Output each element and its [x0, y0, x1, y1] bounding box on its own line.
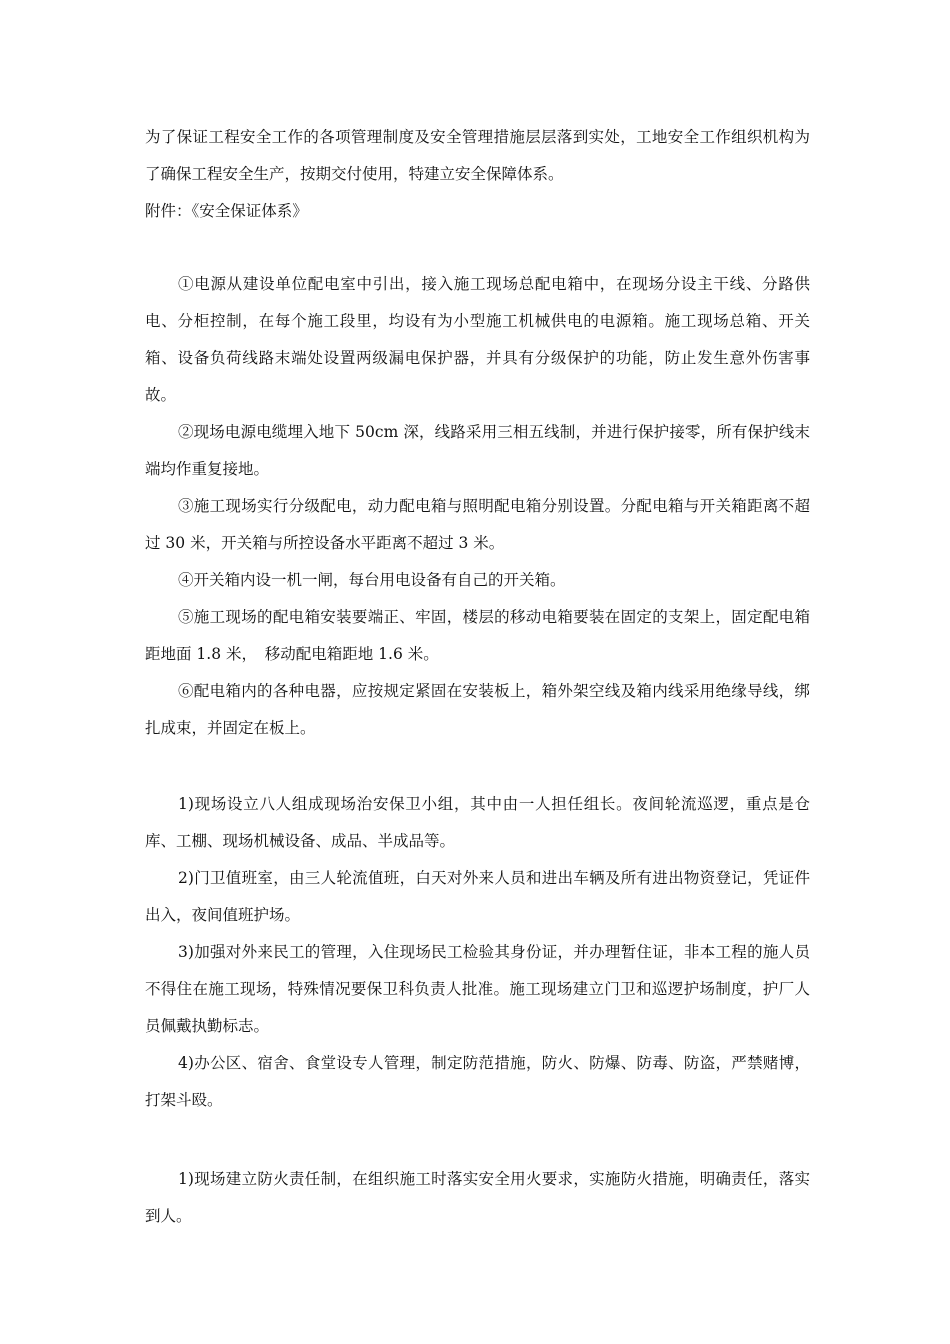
electric-item: ④开关箱内设一机一闸，每台用电设备有自己的开关箱。 [178, 571, 566, 589]
electric-item: ⑥配电箱内的各种电器，应按规定紧固在安装板上，箱外架空线及箱内线采用绝缘导线，绑扎成束，并固定在板上。 [145, 682, 810, 737]
security-item: 1)现场设立八人组成现场治安保卫小组，其中由一人担任组长。夜间轮流巡逻，重点是仓库、工棚、现场机械设备、成品、半成品等。 [145, 795, 810, 850]
fire-item: 1)现场建立防火责任制，在组织施工时落实安全用火要求，实施防火措施，明确责任，落实到人。 [145, 1170, 810, 1225]
attachment-line: 附件：《安全保证体系》 [145, 202, 308, 220]
electric-item: ②现场电源电缆埋入地下 50cm 深，线路采用三相五线制，并进行保护接零，所有保护线末端均作重复接地。 [145, 423, 810, 478]
security-item: 4)办公区、宿舍、食堂设专人管理，制定防范措施，防火、防爆、防毒、防盗，严禁赌博，打架斗殴。 [145, 1054, 810, 1109]
electric-item: ①电源从建设单位配电室中引出，接入施工现场总配电箱中，在现场分设主干线、分路供电、分柜控制，在每个施工段里，均设有为小型施工机械供电的电源箱。施工现场总箱、开关箱、设备负荷线路末端处设置两级漏电保护器，并具有分级保护的功能，防止发生意外伤害事故。 [145, 275, 810, 404]
security-section [145, 786, 810, 1119]
electric-section [145, 266, 810, 747]
intro-section [145, 119, 810, 230]
electric-item: ⑤施工现场的配电箱安装要端正、牢固，楼层的移动电箱要装在固定的支架上，固定配电箱距地面 1.8 米， 移动配电箱距地 1.6 米。 [145, 608, 810, 663]
intro-paragraph: 为了保证工程安全工作的各项管理制度及安全管理措施层层落到实处，工地安全工作组织机构为了确保工程安全生产，按期交付使用，特建立安全保障体系。 [145, 128, 810, 183]
fire-section [145, 1161, 810, 1235]
security-item: 3)加强对外来民工的管理，入住现场民工检验其身份证，并办理暂住证，非本工程的施人员不得住在施工现场，特殊情况要保卫科负责人批准。施工现场建立门卫和巡逻护场制度，护厂人员佩戴执勤标志。 [145, 943, 810, 1035]
electric-item: ③施工现场实行分级配电，动力配电箱与照明配电箱分别设置。分配电箱与开关箱距离不超过 30 米，开关箱与所控设备水平距离不超过 3 米。 [145, 497, 810, 552]
security-item: 2)门卫值班室，由三人轮流值班，白天对外来人员和进出车辆及所有进出物资登记，凭证件出入，夜间值班护场。 [145, 869, 810, 924]
